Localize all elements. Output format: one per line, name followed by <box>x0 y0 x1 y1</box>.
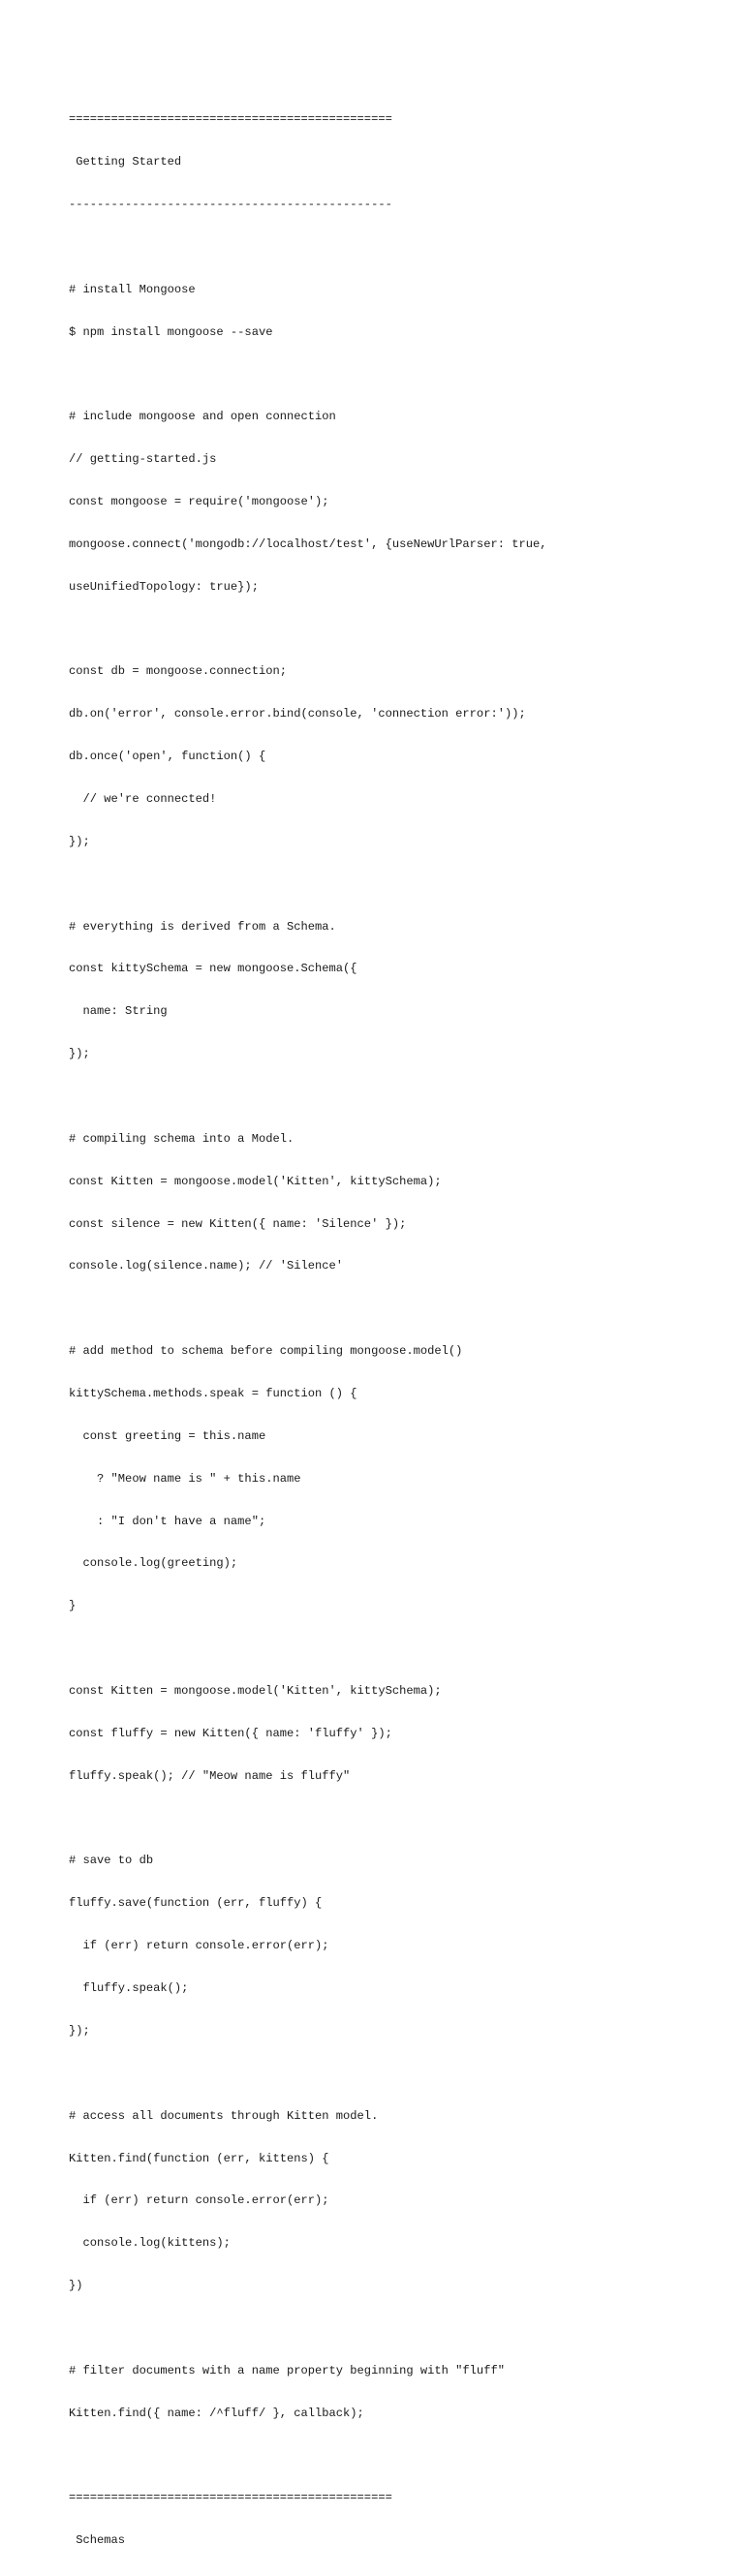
code-listing <box>69 84 547 2576</box>
blank-line <box>69 367 547 382</box>
comment-line: # include mongoose and open connection <box>69 410 336 424</box>
blank-line <box>69 877 547 892</box>
blank-line <box>69 2449 547 2464</box>
code-line: : "I don't have a name"; <box>69 1514 266 1528</box>
comment-line: # access all documents through Kitten model. <box>69 2108 379 2123</box>
code-line: ? "Meow name is " + this.name <box>69 1471 301 1486</box>
code-line: db.on('error', console.error.bind(console, 'connection error:')); <box>69 707 526 721</box>
code-line: const silence = new Kitten({ name: 'Silence' }); <box>69 1216 407 1231</box>
code-line: Kitten.find({ name: /^fluff/ }, callback); <box>69 2406 364 2420</box>
code-line: const kittySchema = new mongoose.Schema({ <box>69 962 357 976</box>
code-line: db.once('open', function() { <box>69 750 266 764</box>
comment-line: # install Mongoose <box>69 282 196 296</box>
section-heading: Schemas <box>69 2533 126 2548</box>
blank-line <box>69 2321 547 2336</box>
command-line: $ npm install mongoose --save <box>69 324 273 339</box>
section-rule-bottom: ---------------------------------------------- <box>69 197 392 211</box>
code-line: if (err) return console.error(err); <box>69 2193 329 2208</box>
code-line: useUnifiedTopology: true}); <box>69 579 259 594</box>
code-line: fluffy.speak(); <box>69 1981 189 1996</box>
code-line: const mongoose = require('mongoose'); <box>69 494 329 508</box>
blank-line <box>69 1089 547 1104</box>
comment-line: # compiling schema into a Model. <box>69 1131 294 1146</box>
code-line: }) <box>69 2279 83 2293</box>
blank-line <box>69 1302 547 1316</box>
code-line: }); <box>69 1047 90 1061</box>
code-line: fluffy.save(function (err, fluffy) { <box>69 1896 323 1911</box>
blank-line <box>69 1641 547 1656</box>
blank-line <box>69 2067 547 2081</box>
blank-line <box>69 1812 547 1826</box>
code-line: const Kitten = mongoose.model('Kitten', kittySchema); <box>69 1174 442 1188</box>
code-comment-line: // getting-started.js <box>69 452 217 467</box>
code-line: } <box>69 1599 77 1613</box>
code-line: mongoose.connect('mongodb://localhost/test', {useNewUrlParser: true, <box>69 537 547 551</box>
code-line: }); <box>69 2023 90 2038</box>
section-rule-top: ============================================== <box>69 112 392 127</box>
section-heading: Getting Started <box>69 155 182 169</box>
code-line: if (err) return console.error(err); <box>69 1939 329 1953</box>
code-comment-line: // we're connected! <box>69 792 217 806</box>
blank-line <box>69 623 547 637</box>
code-line: console.log(greeting); <box>69 1556 238 1571</box>
code-line: const fluffy = new Kitten({ name: 'fluffy' }); <box>69 1726 392 1740</box>
comment-line: # save to db <box>69 1854 154 1868</box>
code-line: kittySchema.methods.speak = function () { <box>69 1387 357 1401</box>
code-line: const db = mongoose.connection; <box>69 664 287 679</box>
comment-line: # everything is derived from a Schema. <box>69 919 336 934</box>
code-line: Kitten.find(function (err, kittens) { <box>69 2151 329 2165</box>
section-rule-top: ============================================== <box>69 2491 392 2505</box>
comment-line: # add method to schema before compiling mongoose.model() <box>69 1344 463 1359</box>
code-line: const Kitten = mongoose.model('Kitten', kittySchema); <box>69 1684 442 1699</box>
code-line: console.log(silence.name); // 'Silence' <box>69 1259 344 1273</box>
code-line: name: String <box>69 1004 168 1019</box>
blank-line <box>69 240 547 255</box>
code-line: }); <box>69 834 90 848</box>
comment-line: # filter documents with a name property beginning with "fluff" <box>69 2363 505 2377</box>
code-line: const greeting = this.name <box>69 1428 266 1443</box>
code-line: console.log(kittens); <box>69 2236 231 2251</box>
code-line: fluffy.speak(); // "Meow name is fluffy" <box>69 1768 351 1783</box>
